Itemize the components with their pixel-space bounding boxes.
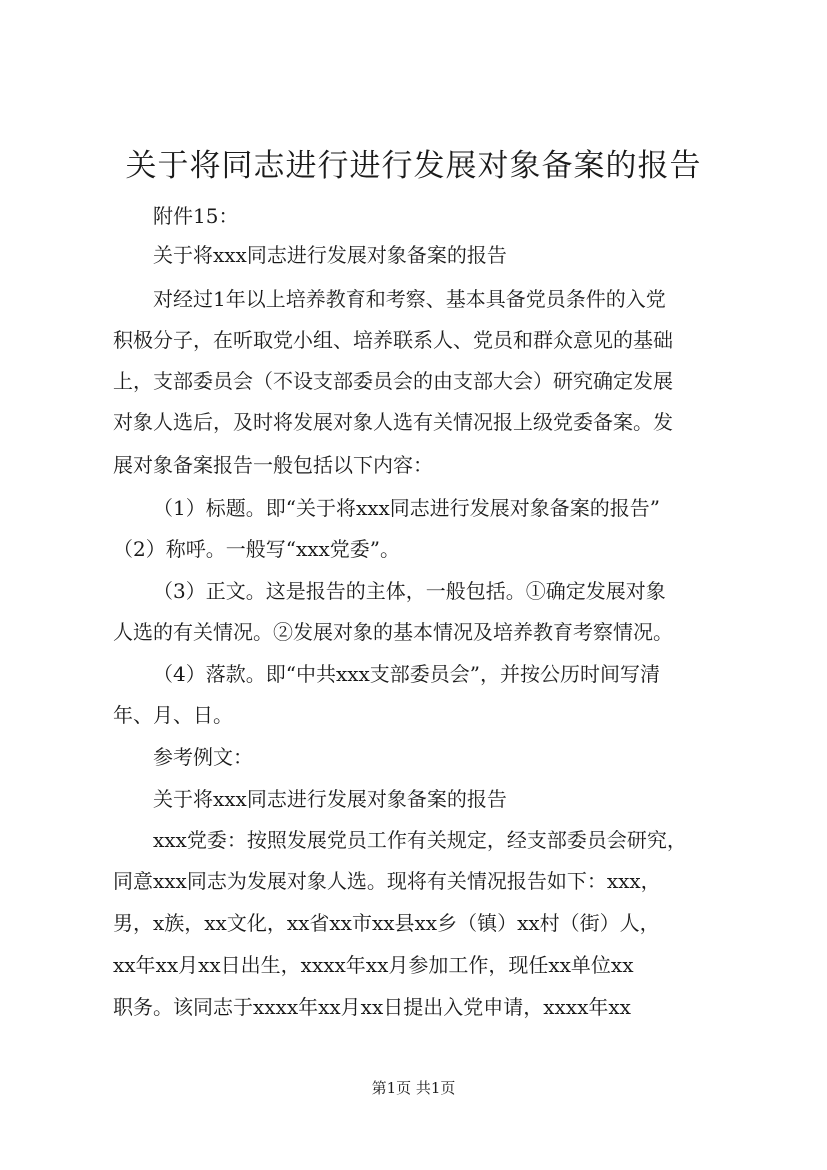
page-number: 第1页 共1页	[371, 1079, 456, 1097]
body-line: （4）落款。即“中共xxx支部委员会”，并按公历时间写清	[153, 662, 661, 686]
body-line: 年、月、日。	[113, 703, 233, 727]
body-line: 展对象备案报告一般包括以下内容：	[113, 453, 433, 477]
body-line: 对经过1年以上培养教育和考察、基本具备党员条件的入党	[153, 287, 666, 311]
body-line: （1）标题。即“关于将xxx同志进行发展对象备案的报告”	[153, 496, 661, 520]
document-title: 关于将同志进行进行发展对象备案的报告	[125, 148, 702, 184]
body-line: 同意xxx同志为发展对象人选。现将有关情况报告如下：xxx，	[113, 869, 661, 893]
body-line: 关于将xxx同志进行发展对象备案的报告	[153, 787, 507, 811]
body-line: 上，支部委员会（不设支部委员会的由支部大会）研究确定发展	[113, 369, 673, 393]
body-line: 职务。该同志于xxxx年xx月xx日提出入党申请，xxxx年xx	[113, 995, 631, 1019]
body-line: （3）正文。这是报告的主体，一般包括。①确定发展对象	[153, 579, 666, 603]
body-line: 关于将xxx同志进行发展对象备案的报告	[153, 243, 507, 267]
body-line: 人选的有关情况。②发展对象的基本情况及培养教育考察情况。	[113, 620, 673, 644]
body-line: 积极分子，在听取党小组、培养联系人、党员和群众意见的基础	[113, 328, 673, 352]
body-line: （2）称呼。一般写“xxx党委”。	[113, 537, 401, 561]
body-line: 附件15：	[153, 204, 239, 228]
body-line: 对象人选后，及时将发展对象人选有关情况报上级党委备案。发	[113, 410, 673, 434]
body-line: xx年xx月xx日出生，xxxx年xx月参加工作，现任xx单位xx	[113, 953, 634, 977]
body-line: 男，x族，xx文化，xx省xx市xx县xx乡（镇）xx村（街）人，	[113, 911, 660, 935]
body-line: xxx党委：按照发展党员工作有关规定，经支部委员会研究，	[153, 828, 687, 852]
body-line: 参考例文：	[153, 745, 253, 769]
